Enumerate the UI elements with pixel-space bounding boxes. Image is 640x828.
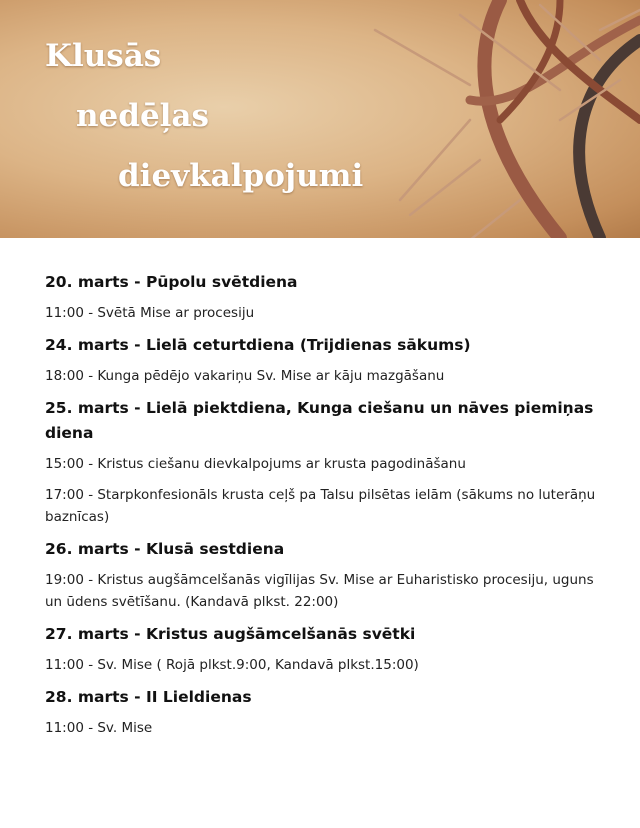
day-heading: 28. marts - II Lieldienas [45, 688, 252, 706]
day-heading: 20. marts - Pūpolu svētdiena [45, 273, 298, 291]
day-heading: 27. marts - Kristus augšāmcelšanās svētki [45, 625, 416, 643]
service-item: 18:00 - Kunga pēdējo vakariņu Sv. Mise ar kāju mazgāšanu [45, 368, 445, 384]
service-item: 17:00 - Starpkonfesionāls krusta ceļš pa Talsu pilsētas ielām (sākums no luterāņu baznīcas) [45, 487, 596, 525]
day-heading: 25. marts - Lielā piektdiena, Kunga ciešanu un nāves piemiņas diena [45, 399, 594, 442]
service-item: 11:00 - Svētā Mise ar procesiju [45, 305, 255, 321]
header-banner [0, 0, 640, 238]
title-line-1: Klusās [45, 38, 162, 74]
title-line-2: nedēļas [76, 98, 209, 134]
service-item: 15:00 - Kristus ciešanu dievkalpojums ar krusta pagodināšanu [45, 456, 466, 472]
service-item: 19:00 - Kristus augšāmcelšanās vigīlijas Sv. Mise ar Euharistisko procesiju, uguns un ūdens svētīšanu. (Kandavā plkst. 22:00) [45, 572, 594, 610]
day-heading: 26. marts - Klusā sestdiena [45, 540, 285, 558]
day-heading: 24. marts - Lielā ceturtdiena (Trijdienas sākums) [45, 336, 471, 354]
schedule [45, 270, 605, 748]
service-item: 11:00 - Sv. Mise ( Rojā plkst.9:00, Kandavā plkst.15:00) [45, 657, 419, 673]
service-item: 11:00 - Sv. Mise [45, 720, 153, 736]
title-line-3: dievkalpojumi [118, 158, 364, 194]
